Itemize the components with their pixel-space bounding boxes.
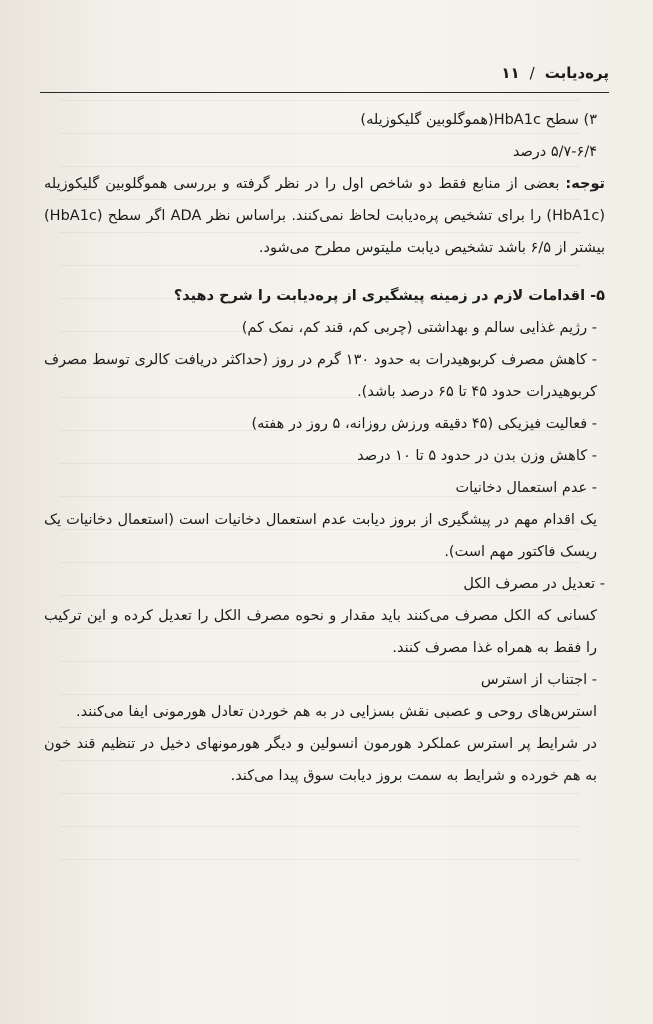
smoking-paragraph: یک اقدام مهم در پیشگیری از بروز دیابت عدم استعمال دخانیات است (استعمال دخانیات یک ریسک فاکتور مهم است).: [44, 512, 597, 560]
bullet-alcohol: - تعدیل در مصرف الکل: [463, 576, 605, 592]
note-text: بعضی از منابع فقط دو شاخص اول را در نظر گرفته و بررسی هموگلوبین گلیکوزیله (HbA1c) را برای تشخیص پره‌دیابت لحاظ نمی‌کنند. براساس نظر ADA اگر سطح (HbA1c) بیشتر از ۶/۵ باشد تشخیص دیابت ملیتوس مطرح می‌شود.: [44, 176, 605, 256]
chapter-title: پره‌دیابت: [544, 64, 609, 82]
bullet-carbs: - کاهش مصرف کربوهیدرات به حدود ۱۳۰ گرم در روز (حداکثر دریافت کالری توسط مصرف کربوهیدرات حدود ۴۵ تا ۶۵ درصد باشد).: [44, 352, 597, 400]
alcohol-paragraph: کسانی که الکل مصرف می‌کنند باید مقدار و نحوه مصرف الکل را تعدیل کرده و این ترکیب را فقط به همراه غذا مصرف کنند.: [44, 608, 597, 656]
header-separator: /: [529, 64, 535, 82]
bullet-weight: - کاهش وزن بدن در حدود ۵ تا ۱۰ درصد: [357, 448, 597, 464]
note-paragraph: [44, 168, 605, 264]
bullet-stress: - اجتناب از استرس: [480, 672, 597, 688]
stress-paragraph-2: در شرایط پر استرس عملکرد هورمون انسولین و دیگر هورمونهای دخیل در تنظیم قند خون به هم خورده و شرایط به سمت بروز دیابت سوق پیدا می‌کند.: [44, 736, 597, 784]
stress-paragraph-1: استرس‌های روحی و عصبی نقش بسزایی در به هم خوردن تعادل هورمونی ایفا می‌کنند.: [76, 704, 597, 720]
spacer: [44, 264, 605, 280]
bullet-activity: - فعالیت فیزیکی (۴۵ دقیقه ورزش روزانه، ۵ روز در هفته): [251, 416, 597, 432]
page-body: [44, 104, 605, 792]
running-header: [36, 60, 609, 86]
question-5-heading: ۵- اقدامات لازم در زمینه پیشگیری از پره‌دیابت را شرح دهید؟: [173, 288, 605, 304]
item-3-line-1: ۳) سطح HbA1c(هموگلوبین گلیکوزیله): [360, 112, 597, 128]
header-rule: [40, 92, 609, 93]
note-label: توجه:: [565, 176, 605, 192]
page-number: ۱۱: [501, 64, 520, 82]
bullet-smoking: - عدم استعمال دخانیات: [455, 480, 597, 496]
item-3-line-2: ۵/۷-۶/۴ درصد: [512, 144, 597, 160]
bullet-diet: - رژیم غذایی سالم و بهداشتی (چربی کم، قند کم، نمک کم): [241, 320, 597, 336]
